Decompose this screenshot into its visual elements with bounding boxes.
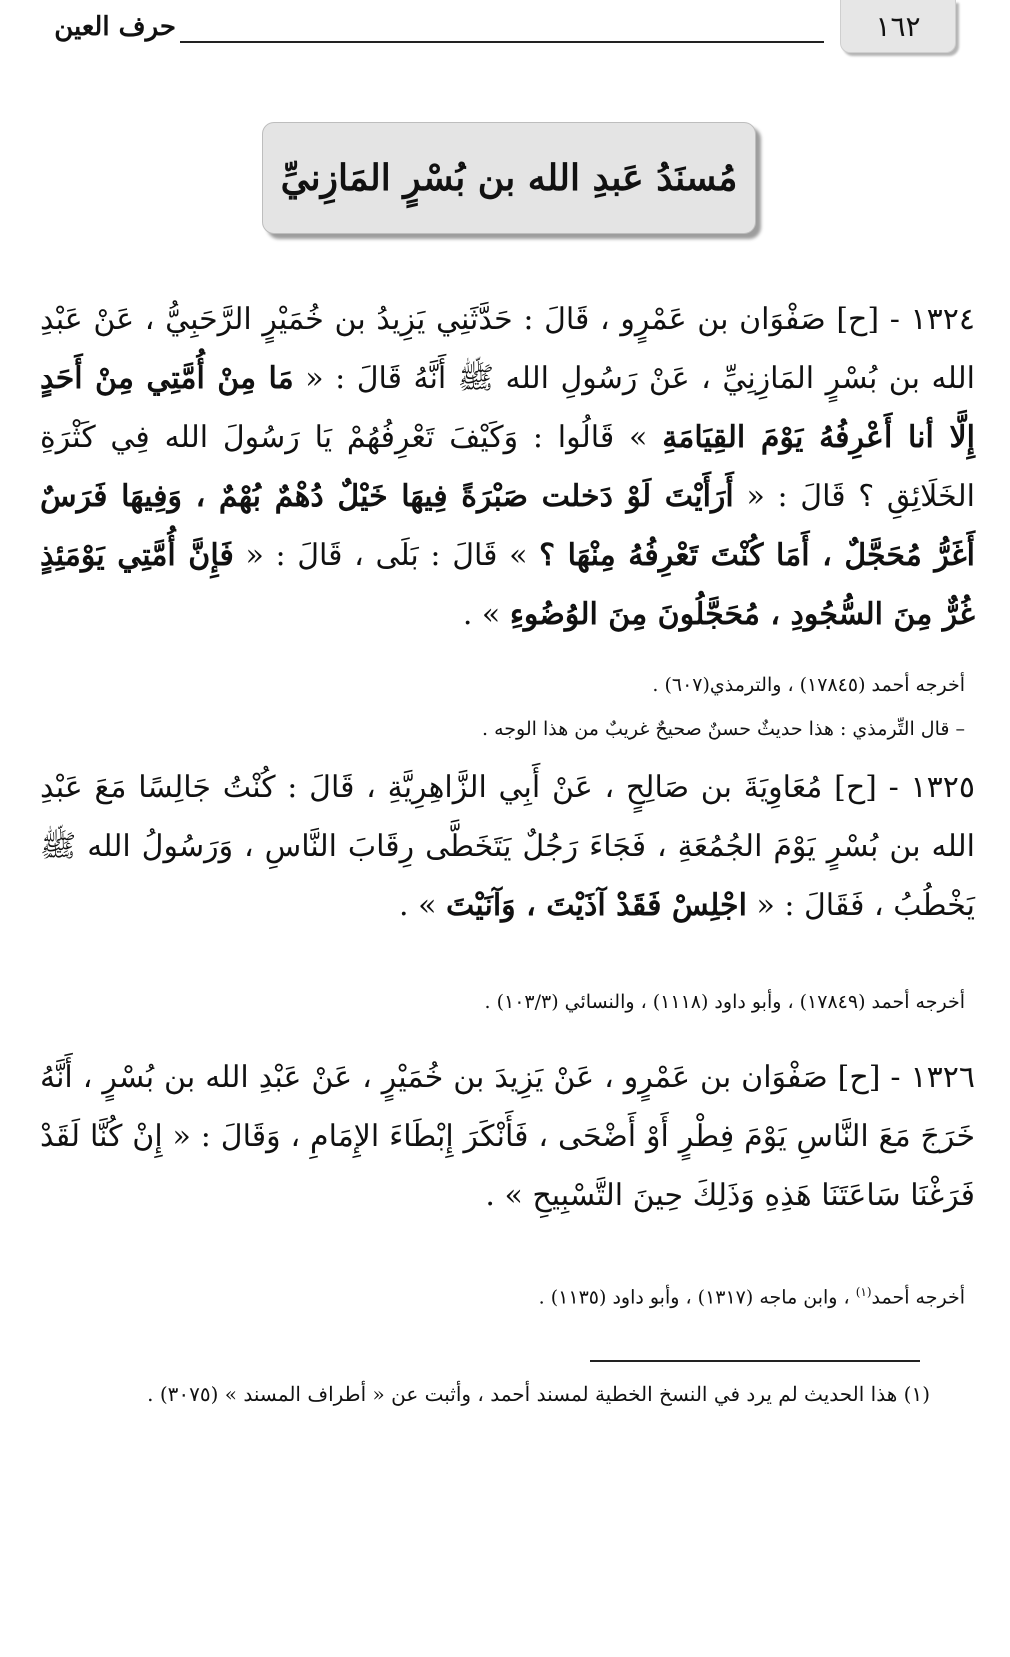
takhrij-1325: أخرجه أحمد (١٧٨٤٩) ، وأبو داود (١١١٨) ، والنسائي (١٠٣/٣) . [484,991,965,1013]
hadith-text: [ح] مُعَاوِيَةَ بن صَالِحٍ ، عَنْ أَبِي الزَّاهِرِيَّةِ ، قَالَ : كُنْتُ جَالِسًا مَعَ عَبْدِ الله بن بُسْرٍ يَوْمَ الجُمُعَةِ ، فَجَاءَ رَجُلٌ يَتَخَطَّى رِقَابَ النَّاسِ ، وَرَسُولُ الله ﷺ يَخْطُبُ ، فَقَالَ : « [40,770,975,923]
hadith-number: ١٣٢٤ - [879,302,975,337]
tirmidhi-note: – قال التِّرمذي : هذا حديثٌ حسنٌ صحيحٌ غريبٌ من هذا الوجه . [482,718,965,740]
prophetic-quote: اجْلِسْ فَقَدْ آذَيْتَ ، وَآنَيْتَ [445,888,747,923]
hadith-1324 [40,290,975,644]
section-title-box [262,122,756,234]
page-number: ١٦٢ [875,9,921,43]
hadith-1326 [40,1048,975,1225]
takhrij-1324: أخرجه أحمد (١٧٨٤٥) ، والترمذي(٦٠٧) . [652,674,965,696]
hadith-text: » . [399,888,446,923]
footnote-ref[interactable]: (١) [855,1285,872,1299]
hadith-number: ١٣٢٥ - [876,770,975,805]
hadith-text: [ح] صَفْوَان بن عَمْرٍو ، عَنْ يَزِيدَ بن خُمَيْرٍ ، عَنْ عَبْدِ الله بن بُسْرٍ ، أَنَّهُ خَرَجَ مَعَ النَّاسِ يَوْمَ فِطْرٍ أَوْ أَضْحَى ، فَأَنْكَرَ إِبْطَاءَ الإِمَامِ ، وَقَالَ : « إِنْ كُنَّا لَقَدْ فَرَغْنَا سَاعَتَنَا هَذِهِ وَذَلِكَ حِينَ التَّسْبِيحِ [40,1060,975,1213]
hadith-text: » قَالُوا : وَكَيْفَ تَعْرِفُهُمْ يَا رَسُولَ الله فِي كَثْرَةِ الخَلَائِقِ ؟ قَالَ : « [40,420,975,514]
page-number-tab [840,0,956,53]
footnote: (١) هذا الحديث لم يرد في النسخ الخطية لمسند أحمد ، وأثبت عن « أطراف المسند » (٣٠٧٥) . [147,1382,930,1406]
hadith-text: » قَالَ : بَلَى ، قَالَ : « [233,538,540,573]
hadith-text: [ح] صَفْوَان بن عَمْرٍو ، قَالَ : حَدَّثَنِي يَزِيدُ بن خُمَيْرٍ الرَّحَبِيُّ ، عَنْ عَبْدِ الله بن بُسْرٍ المَازِنِيِّ ، عَنْ رَسُولِ الله ﷺ أَنَّهُ قَالَ : « [40,302,975,396]
prophetic-quote: مَا مِنْ أُمَّتِي مِنْ أَحَدٍ إِلَّا أنا أَعْرِفُهُ يَوْمَ القِيَامَةِ [40,361,975,455]
prophetic-quote: أَرَأَيْتَ لَوْ دَخلت صَبْرَةً فِيهَا خَيْلٌ دُهْمٌ بُهْمٌ ، وَفِيهَا فَرَسٌ أَغَرُّ مُحَجَّلٌ ، أَمَا كُنْتَ تَعْرِفُهُ مِنْهَا ؟ [40,479,975,573]
section-title: مُسنَدُ عَبدِ الله بن بُسْرٍ المَازِنيِّ [280,157,738,199]
hadith-number: ١٣٢٦ - [880,1060,975,1095]
hadith-text: » . [462,597,510,632]
takhrij-1326 [40,1277,965,1312]
chapter-title: حرف العين [54,12,176,42]
header-rule [180,41,824,43]
takhrij-text: ، وابن ماجه (١٣١٧) ، وأبو داود (١١٣٥) . [538,1286,856,1309]
footnote-rule [590,1360,920,1362]
takhrij-text: أخرجه أحمد [871,1286,965,1309]
hadith-text: » . [485,1178,533,1213]
prophetic-quote: فَإِنَّ أُمَّتِي يَوْمَئِذٍ غُرٌّ مِنَ السُّجُودِ ، مُحَجَّلُونَ مِنَ الوُضُوءِ [40,538,975,632]
hadith-1325 [40,758,975,935]
